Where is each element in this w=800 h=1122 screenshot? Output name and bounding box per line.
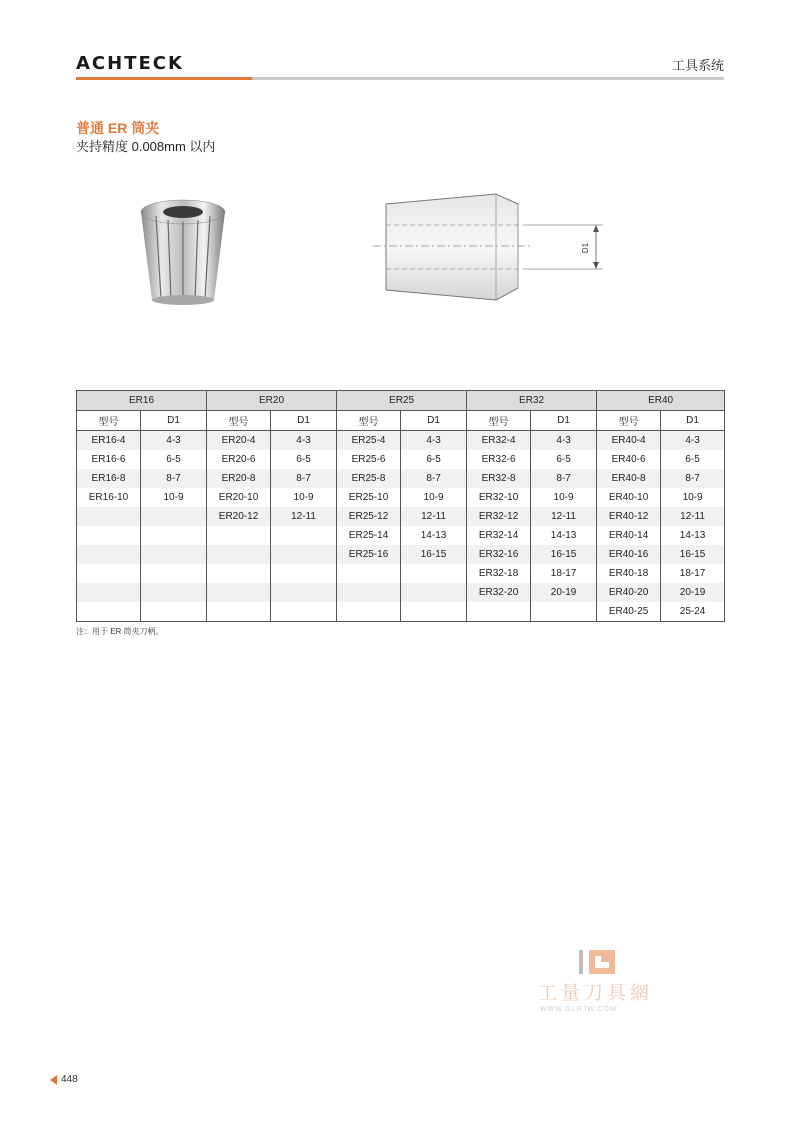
d1-cell: 10-9	[141, 488, 207, 507]
group-header-er20: ER20	[207, 391, 337, 411]
d1-cell: 6-5	[401, 450, 467, 469]
section-title: 工具系统	[671, 58, 724, 73]
d1-cell: 8-7	[401, 469, 467, 488]
model-cell	[467, 602, 531, 622]
model-cell	[337, 602, 401, 622]
d1-cell: 18-17	[661, 564, 725, 583]
product-subtitle: 夹持精度 0.008mm 以内	[76, 139, 216, 154]
d1-cell: 20-19	[531, 583, 597, 602]
d1-cell: 4-3	[531, 431, 597, 451]
model-cell: ER32-8	[467, 469, 531, 488]
d1-cell: 16-15	[401, 545, 467, 564]
table-row	[77, 583, 725, 602]
dimension-label: D1	[581, 242, 590, 254]
d1-cell	[141, 564, 207, 583]
column-header-model: 型号	[597, 411, 661, 431]
page-number: 448	[61, 1074, 78, 1085]
group-header-er16: ER16	[77, 391, 207, 411]
d1-cell: 14-13	[661, 526, 725, 545]
d1-cell: 10-9	[271, 488, 337, 507]
collet-photo	[128, 190, 238, 310]
d1-cell: 8-7	[661, 469, 725, 488]
model-cell: ER40-25	[597, 602, 661, 622]
model-cell	[337, 564, 401, 583]
d1-cell	[401, 602, 467, 622]
model-cell: ER40-12	[597, 507, 661, 526]
table-row	[77, 450, 725, 469]
table-row	[77, 507, 725, 526]
d1-cell	[141, 583, 207, 602]
model-cell: ER32-16	[467, 545, 531, 564]
model-cell: ER25-8	[337, 469, 401, 488]
model-cell	[337, 583, 401, 602]
table-row	[77, 602, 725, 622]
table-row	[77, 469, 725, 488]
model-cell: ER40-8	[597, 469, 661, 488]
model-cell	[207, 564, 271, 583]
d1-cell: 12-11	[401, 507, 467, 526]
product-title: 普通 ER 筒夹	[76, 120, 160, 136]
model-cell	[77, 545, 141, 564]
table-row	[77, 431, 725, 451]
d1-cell: 8-7	[141, 469, 207, 488]
group-header-er40: ER40	[597, 391, 725, 411]
model-cell: ER25-12	[337, 507, 401, 526]
model-cell: ER32-12	[467, 507, 531, 526]
d1-cell: 16-15	[661, 545, 725, 564]
column-header-d1: D1	[271, 411, 337, 431]
model-cell	[77, 507, 141, 526]
model-cell	[77, 564, 141, 583]
column-header-d1: D1	[531, 411, 597, 431]
d1-cell	[271, 583, 337, 602]
d1-cell: 18-17	[531, 564, 597, 583]
model-cell	[77, 602, 141, 622]
column-header-model: 型号	[207, 411, 271, 431]
d1-cell: 14-13	[531, 526, 597, 545]
model-cell: ER20-8	[207, 469, 271, 488]
d1-cell	[141, 507, 207, 526]
model-cell	[207, 583, 271, 602]
model-cell	[77, 526, 141, 545]
d1-cell	[141, 545, 207, 564]
d1-cell: 12-11	[531, 507, 597, 526]
d1-cell: 6-5	[531, 450, 597, 469]
table-row	[77, 526, 725, 545]
table-row	[77, 545, 725, 564]
d1-cell: 10-9	[661, 488, 725, 507]
collet-spec-table	[76, 390, 725, 622]
watermark-url: WWW.GLRJW.COM	[540, 1006, 617, 1013]
d1-cell	[141, 602, 207, 622]
table-note: 注：用于 ER 筒夹刀柄。	[76, 627, 164, 636]
d1-cell: 4-3	[271, 431, 337, 451]
table-row	[77, 488, 725, 507]
model-cell: ER32-18	[467, 564, 531, 583]
model-cell: ER16-10	[77, 488, 141, 507]
model-cell: ER40-16	[597, 545, 661, 564]
model-cell: ER32-10	[467, 488, 531, 507]
column-header-model: 型号	[77, 411, 141, 431]
column-header-d1: D1	[141, 411, 207, 431]
model-cell: ER20-6	[207, 450, 271, 469]
d1-cell	[401, 564, 467, 583]
d1-cell: 6-5	[661, 450, 725, 469]
d1-cell	[271, 526, 337, 545]
model-cell: ER16-4	[77, 431, 141, 451]
group-header-er32: ER32	[467, 391, 597, 411]
d1-cell	[271, 564, 337, 583]
group-header-er25: ER25	[337, 391, 467, 411]
model-cell: ER25-14	[337, 526, 401, 545]
column-header-d1: D1	[401, 411, 467, 431]
model-cell	[77, 583, 141, 602]
d1-cell: 25-24	[661, 602, 725, 622]
d1-cell: 4-3	[661, 431, 725, 451]
model-cell: ER32-4	[467, 431, 531, 451]
model-cell: ER20-12	[207, 507, 271, 526]
model-cell: ER20-10	[207, 488, 271, 507]
d1-cell	[531, 602, 597, 622]
d1-cell: 10-9	[401, 488, 467, 507]
page-arrow-icon	[50, 1075, 57, 1085]
header-divider-accent	[76, 77, 252, 80]
d1-cell: 8-7	[271, 469, 337, 488]
d1-cell: 16-15	[531, 545, 597, 564]
model-cell: ER25-16	[337, 545, 401, 564]
d1-cell: 6-5	[271, 450, 337, 469]
d1-cell: 12-11	[271, 507, 337, 526]
column-header-d1: D1	[661, 411, 725, 431]
d1-cell: 4-3	[401, 431, 467, 451]
d1-cell: 12-11	[661, 507, 725, 526]
d1-cell: 6-5	[141, 450, 207, 469]
d1-cell: 4-3	[141, 431, 207, 451]
d1-cell	[271, 602, 337, 622]
d1-cell: 10-9	[531, 488, 597, 507]
model-cell	[207, 526, 271, 545]
brand-logo: ACHTECK	[76, 53, 184, 74]
model-cell: ER25-10	[337, 488, 401, 507]
column-header-model: 型号	[337, 411, 401, 431]
model-cell: ER16-8	[77, 469, 141, 488]
model-cell: ER32-6	[467, 450, 531, 469]
d1-cell: 14-13	[401, 526, 467, 545]
model-cell	[207, 545, 271, 564]
model-cell: ER40-20	[597, 583, 661, 602]
table-group-header	[77, 391, 725, 411]
table-column-header	[77, 411, 725, 431]
model-cell: ER40-18	[597, 564, 661, 583]
d1-cell	[401, 583, 467, 602]
collet-drawing	[368, 182, 608, 312]
model-cell: ER40-10	[597, 488, 661, 507]
model-cell: ER40-14	[597, 526, 661, 545]
d1-cell: 8-7	[531, 469, 597, 488]
model-cell	[207, 602, 271, 622]
model-cell: ER40-4	[597, 431, 661, 451]
model-cell: ER25-6	[337, 450, 401, 469]
model-cell: ER40-6	[597, 450, 661, 469]
d1-cell: 20-19	[661, 583, 725, 602]
model-cell: ER25-4	[337, 431, 401, 451]
model-cell: ER32-14	[467, 526, 531, 545]
table-row	[77, 564, 725, 583]
model-cell: ER32-20	[467, 583, 531, 602]
model-cell: ER20-4	[207, 431, 271, 451]
model-cell: ER16-6	[77, 450, 141, 469]
column-header-model: 型号	[467, 411, 531, 431]
d1-cell	[271, 545, 337, 564]
watermark-text: 工量刀具網	[538, 982, 654, 1004]
d1-cell	[141, 526, 207, 545]
